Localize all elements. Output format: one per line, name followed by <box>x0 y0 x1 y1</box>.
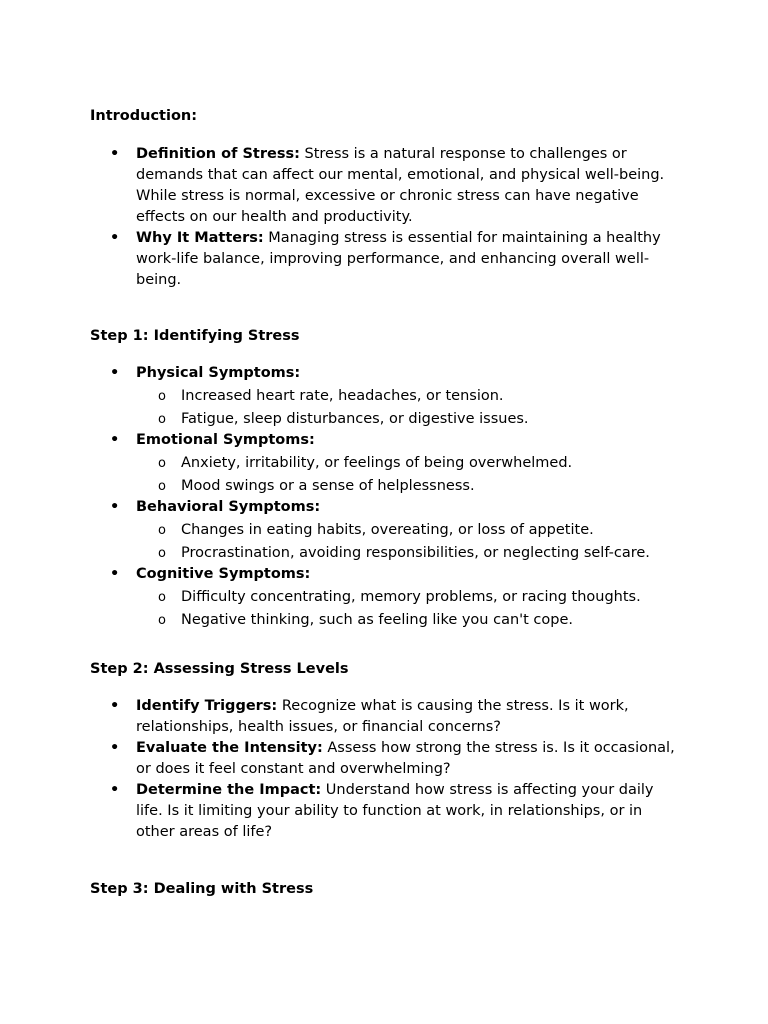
sub-list <box>90 587 680 631</box>
sub-list <box>90 453 680 497</box>
sub-item-text: Negative thinking, such as feeling like you can't cope. <box>181 612 574 628</box>
bullet-icon: • <box>110 740 120 756</box>
item-lead: Definition of Stress: <box>136 146 300 162</box>
bullet-icon: • <box>110 432 120 448</box>
sub-list-item <box>90 610 680 631</box>
intro-heading: Introduction: <box>90 108 198 124</box>
sub-list-item <box>90 476 680 497</box>
step1-heading: Step 1: Identifying Stress <box>90 328 300 344</box>
sub-item-text: Anxiety, irritability, or feelings of being overwhelmed. <box>181 455 573 471</box>
sub-item-text: Procrastination, avoiding responsibilities, or neglecting self-care. <box>181 545 650 561</box>
sub-item-text: Increased heart rate, headaches, or tension. <box>181 388 504 404</box>
intro-list <box>90 144 680 291</box>
list-item <box>90 497 680 564</box>
step1-list <box>90 363 680 631</box>
list-item <box>90 144 680 228</box>
list-item <box>90 564 680 631</box>
step3-heading: Step 3: Dealing with Stress <box>90 881 314 897</box>
item-lead: Cognitive Symptoms: <box>136 566 311 582</box>
sub-bullet-icon: o <box>158 479 166 494</box>
list-item <box>90 780 680 843</box>
item-text: Recognize what is causing the stress. Is it work, relationships, health issues, or financial concerns? <box>136 698 629 735</box>
sub-item-text: Changes in eating habits, overeating, or loss of appetite. <box>181 522 594 538</box>
sub-bullet-icon: o <box>158 546 166 561</box>
sub-list-item <box>90 409 680 430</box>
list-item <box>90 696 680 738</box>
sub-list-item <box>90 386 680 407</box>
sub-bullet-icon: o <box>158 590 166 605</box>
step2-heading: Step 2: Assessing Stress Levels <box>90 661 349 677</box>
item-lead: Why It Matters: <box>136 230 264 246</box>
step2-list <box>90 696 680 843</box>
sub-list <box>90 386 680 430</box>
item-text: Stress is a natural response to challenges or demands that can affect our mental, emotional, and physical well-being. While stress is normal, excessive or chronic stress can have negative effects on our health and productivity. <box>136 146 665 225</box>
list-item <box>90 363 680 430</box>
bullet-icon: • <box>110 365 120 381</box>
item-text: Assess how strong the stress is. Is it occasional, or does it feel constant and overwhelming? <box>136 740 675 777</box>
item-lead: Evaluate the Intensity: <box>136 740 323 756</box>
bullet-icon: • <box>110 499 120 515</box>
sub-list <box>90 520 680 564</box>
item-lead: Identify Triggers: <box>136 698 278 714</box>
item-lead: Physical Symptoms: <box>136 365 301 381</box>
sub-bullet-icon: o <box>158 613 166 628</box>
sub-list-item <box>90 543 680 564</box>
bullet-icon: • <box>110 146 120 162</box>
list-item <box>90 228 680 291</box>
sub-list-item <box>90 587 680 608</box>
sub-bullet-icon: o <box>158 456 166 471</box>
sub-item-text: Mood swings or a sense of helplessness. <box>181 478 475 494</box>
item-lead: Behavioral Symptoms: <box>136 499 321 515</box>
item-lead: Determine the Impact: <box>136 782 322 798</box>
list-item <box>90 738 680 780</box>
sub-bullet-icon: o <box>158 412 166 427</box>
item-text: Understand how stress is affecting your daily life. Is it limiting your ability to function at work, in relationships, or in other areas of life? <box>136 782 654 840</box>
item-lead: Emotional Symptoms: <box>136 432 315 448</box>
bullet-icon: • <box>110 230 120 246</box>
sub-item-text: Difficulty concentrating, memory problems, or racing thoughts. <box>181 589 641 605</box>
list-item <box>90 430 680 497</box>
sub-bullet-icon: o <box>158 389 166 404</box>
bullet-icon: • <box>110 782 120 798</box>
item-text: Managing stress is essential for maintaining a healthy work-life balance, improving performance, and enhancing overall well-being. <box>136 230 661 288</box>
sub-item-text: Fatigue, sleep disturbances, or digestive issues. <box>181 411 529 427</box>
sub-list-item <box>90 520 680 541</box>
bullet-icon: • <box>110 698 120 714</box>
sub-list-item <box>90 453 680 474</box>
bullet-icon: • <box>110 566 120 582</box>
sub-bullet-icon: o <box>158 523 166 538</box>
